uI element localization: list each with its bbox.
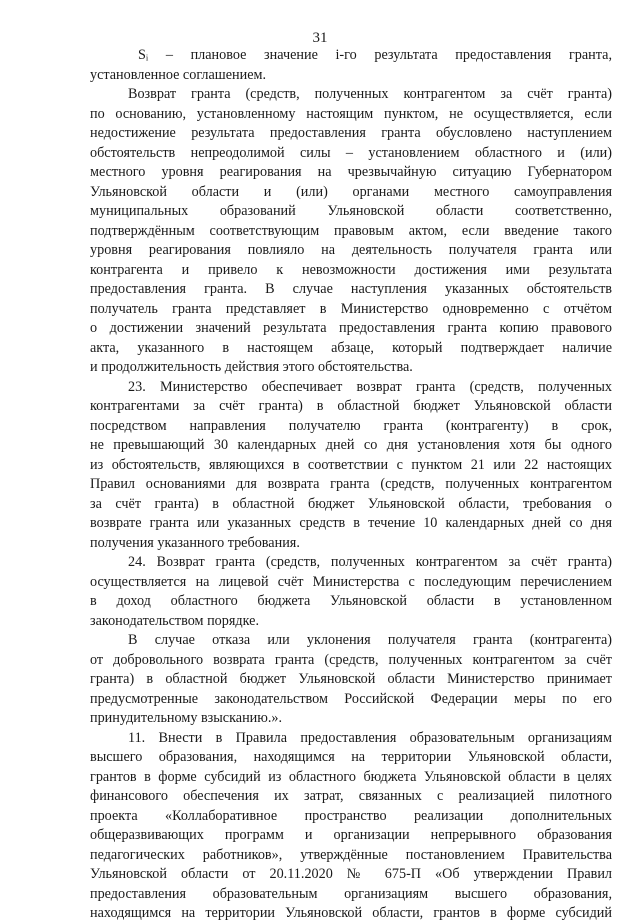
text-line: посредством направления получателю гранта (контрагенту) в срок, <box>90 417 612 434</box>
text-line: педагогических работников», утверждённые постановлением Правительства <box>90 846 612 863</box>
text-line: Возврат гранта (средств, полученных контрагентом за счёт гранта) <box>128 86 612 102</box>
text-line: предоставления образовательным организациям высшего образования, <box>90 885 612 902</box>
text-line: получатель гранта представляет в Министерство одновременно с отчётом <box>90 300 612 317</box>
text-line: акта, указанного в настоящем абзаце, который подтверждает наличие <box>90 339 612 356</box>
text-line: обстоятельств непреодолимой силы – установлением областного и (или) <box>90 144 612 161</box>
text-line: Sᵢ – плановое значение i-го результата предоставления гранта, <box>138 47 612 63</box>
text-line: контрагентами за счёт гранта) в областной бюджет Ульяновской области <box>90 398 612 414</box>
text-line: предусмотренные законодательством Российской Федерации меры по его <box>90 690 612 707</box>
text-line: законодательством порядке. <box>90 612 259 629</box>
text-line: В случае отказа или уклонения получателя гранта (контрагента) <box>128 632 612 648</box>
text-line: контрагента и привело к невозможности достижения ими результата <box>90 261 612 278</box>
text-line: установленное соглашением. <box>90 66 267 83</box>
text-line: по основанию, установленному настоящим пунктом, не осуществляется, если <box>90 105 612 122</box>
text-line: Ульяновской области от 20.11.2020 № 675-П «Об утверждении Правил <box>90 866 612 882</box>
text-line: предоставления гранта. В случае наступления указанных обстоятельств <box>90 281 612 297</box>
text-line: подтверждённым соответствующим правовым актом, если введение такого <box>90 222 612 239</box>
text-line: принудительному взысканию.». <box>90 710 283 726</box>
text-line: общеразвивающих программ и организации непрерывного образования <box>90 827 612 843</box>
text-line: получения указанного требования. <box>90 534 300 551</box>
text-line: грантов в форме субсидий из областного бюджета Ульяновской области в целях <box>90 768 612 785</box>
text-line: муниципальных образований Ульяновской области соответственно, <box>90 203 612 219</box>
text-line: 11. Внести в Правила предоставления образовательным организациям <box>128 729 612 746</box>
text-line: из обстоятельств, являющихся в соответствии с пунктом 21 или 22 настоящих <box>90 456 612 473</box>
text-line: не превышающий 30 календарных дней со дня установления хотя бы одного <box>90 437 612 453</box>
text-line: осуществляется на лицевой счёт Министерства с последующим перечислением <box>90 573 612 590</box>
text-line: Ульяновской области и (или) органами местного самоуправления <box>90 183 612 200</box>
text-line: высшего образования, находящимся на территории Ульяновской области, <box>90 749 612 765</box>
text-line: проекта «Коллаборативное пространство реализации дополнительных <box>90 807 612 824</box>
text-line: 24. Возврат гранта (средств, полученных контрагентом за счёт гранта) <box>128 554 612 570</box>
text-line: находящимся на территории Ульяновской области, грантов в форме субсидий <box>90 905 612 921</box>
text-line: 23. Министерство обеспечивает возврат гранта (средств, полученных <box>128 378 612 395</box>
text-line: от добровольного возврата гранта (средств, полученных контрагентом за счёт <box>90 651 612 668</box>
text-line: за счёт гранта) в областной бюджет Ульяновской области, требования о <box>90 495 612 512</box>
text-line: уровня реагирования повлияло на деятельность получателя гранта или <box>90 242 612 258</box>
text-line: возврате гранта или указанных средств в течение 10 календарных дней со дня <box>90 515 612 531</box>
text-line: гранта) в областной бюджет Ульяновской области Министерство принимает <box>90 671 612 687</box>
document-body <box>90 46 612 924</box>
text-line: финансового обеспечения их затрат, связанных с реализацией пилотного <box>90 788 612 804</box>
text-line: местного уровня реагирования на чрезвычайную ситуацию Губернатором <box>90 164 612 180</box>
text-line: недостижение результата предоставления гранта обусловлено наступлением <box>90 125 612 141</box>
text-line: о достижении значений результата предоставления гранта копию правового <box>90 320 612 336</box>
text-line: и продолжительность действия этого обстоятельства. <box>90 359 413 375</box>
page-number: 31 <box>312 30 328 46</box>
text-line: в доход областного бюджета Ульяновской области в установленном <box>90 593 612 609</box>
text-line: Правил основаниями для возврата гранта (средств, полученных контрагентом <box>90 476 612 492</box>
